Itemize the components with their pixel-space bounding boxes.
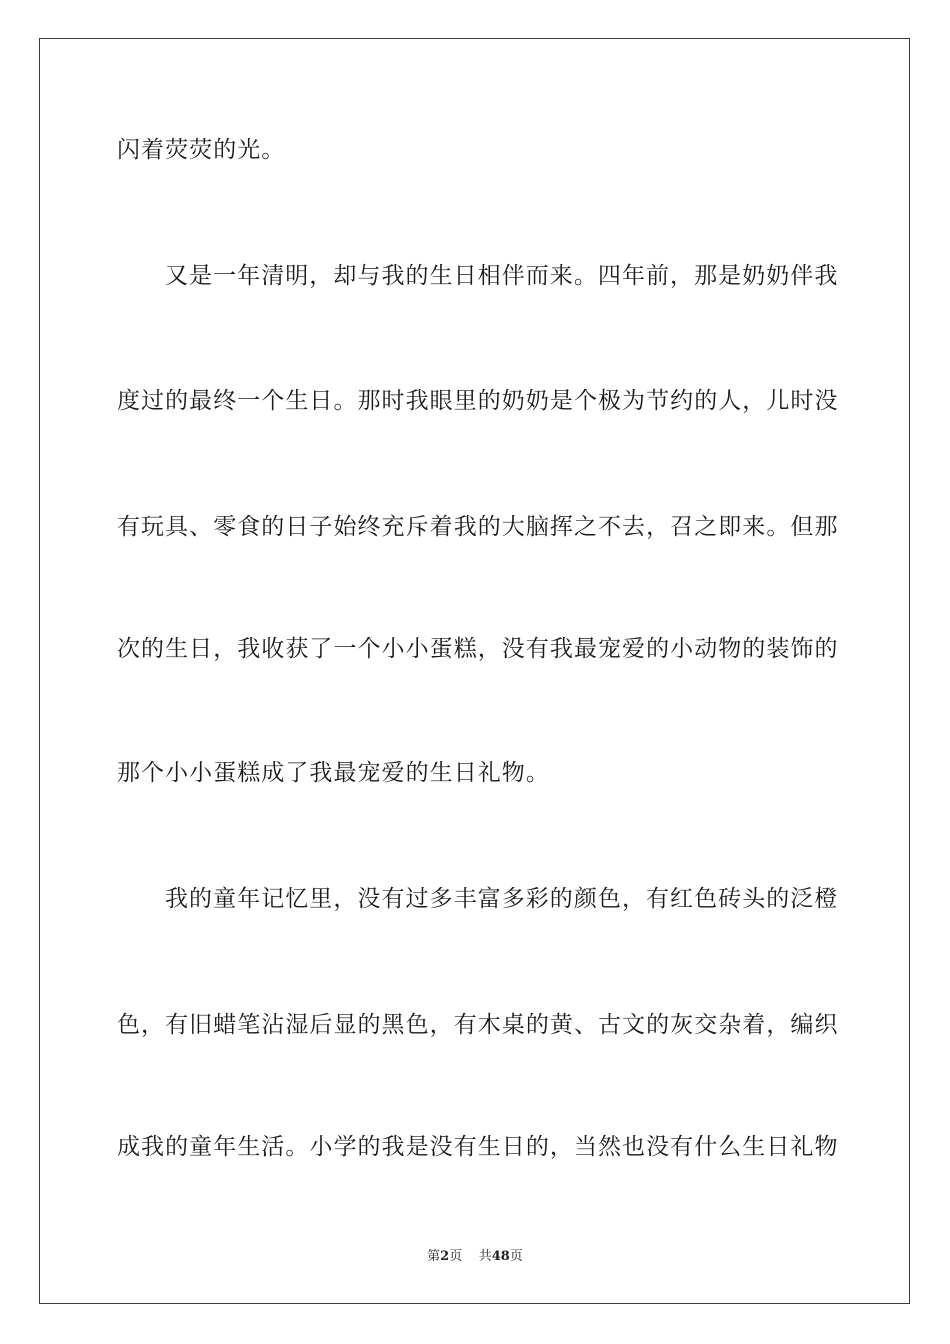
total-suffix: 页 xyxy=(509,1249,523,1264)
text-line-4: 有玩具、零食的日子始终充斥着我的大脑挥之不去，召之即来。但那 xyxy=(117,514,839,540)
page-suffix: 页 xyxy=(449,1249,463,1264)
text-line-9: 成我的童年生活。小学的我是没有生日的，当然也没有什么生日礼物 xyxy=(117,1134,839,1160)
text-line-5: 次的生日，我收获了一个小小蛋糕，没有我最宠爱的小动物的装饰的 xyxy=(117,636,839,662)
total-pages: 48 xyxy=(491,1249,510,1264)
page-border xyxy=(39,38,910,1304)
page-prefix: 第 xyxy=(427,1249,441,1264)
page-number: 2 xyxy=(440,1249,450,1264)
text-line-8: 色，有旧蜡笔沾湿后显的黑色，有木桌的黄、古文的灰交杂着，编织 xyxy=(117,1012,839,1038)
text-line-6: 那个小小蛋糕成了我最宠爱的生日礼物。 xyxy=(117,760,550,786)
text-line-1: 闪着荧荧的光。 xyxy=(117,137,286,163)
text-line-7: 我的童年记忆里，没有过多丰富多彩的颜色，有红色砖头的泛橙 xyxy=(165,886,839,912)
text-line-2: 又是一年清明，却与我的生日相伴而来。四年前，那是奶奶伴我 xyxy=(165,263,839,289)
text-line-3: 度过的最终一个生日。那时我眼里的奶奶是个极为节约的人，儿时没 xyxy=(117,388,839,414)
total-prefix: 共 xyxy=(478,1249,492,1264)
page-footer xyxy=(0,1248,950,1266)
